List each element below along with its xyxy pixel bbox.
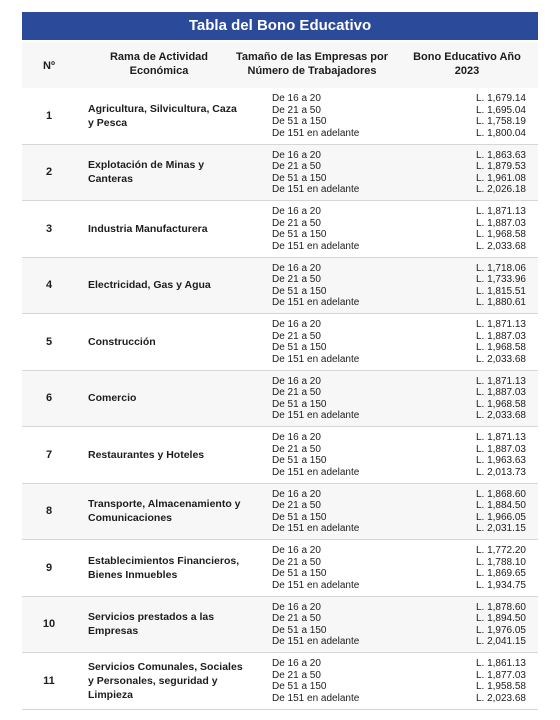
bono-cell: L. 1,963.63 (475, 455, 526, 467)
table-row (22, 427, 538, 484)
row-tamanos (272, 489, 402, 535)
row-number: 10 (42, 618, 56, 631)
tamano-cell: De 51 a 150 (272, 342, 327, 354)
bono-cell: L. 2,033.68 (475, 240, 526, 252)
row-rama: Agricultura, Silvicultura, Caza y Pesca (88, 102, 237, 129)
tamano-cell: De 16 a 20 (272, 601, 321, 613)
table-row (22, 145, 538, 202)
row-number: 11 (43, 674, 55, 687)
bono-cell: L. 1,871.13 (475, 206, 526, 217)
tamano-cell: De 21 a 50 (272, 669, 321, 681)
bono-cell: L. 1,961.08 (475, 172, 526, 184)
tamano-cell: De 51 a 150 (272, 229, 327, 241)
row-tamanos (272, 432, 402, 478)
row-rama: Restaurantes y Hoteles (88, 448, 205, 461)
bono-cell: L. 1,800.04 (475, 127, 526, 139)
tamano-cell: De 16 a 20 (272, 206, 321, 217)
bono-cell: L. 1,894.50 (475, 613, 526, 625)
tamano-cell: De 16 a 20 (272, 319, 321, 330)
bono-cell: L. 1,788.10 (475, 556, 526, 568)
table-row (22, 314, 538, 371)
row-rama: Construcción (88, 335, 156, 348)
tamano-cell: De 21 a 50 (272, 104, 321, 116)
bono-cell: L. 1,966.05 (475, 511, 526, 523)
tamano-cell: De 51 a 150 (272, 511, 327, 523)
row-bonos (402, 319, 526, 365)
row-number: 7 (45, 448, 53, 461)
tamano-cell: De 151 en adelante (272, 353, 360, 365)
tamano-cell: De 151 en adelante (272, 184, 360, 196)
header-rama: Rama de Actividad Económica (109, 51, 208, 77)
bono-cell: L. 2,013.73 (475, 466, 526, 478)
row-tamanos (272, 658, 402, 704)
row-bonos (402, 432, 526, 478)
bono-cell: L. 1,887.03 (475, 387, 526, 399)
row-rama: Servicios Comunales, Sociales y Personales, seguridad y Limpieza (88, 660, 243, 701)
tamano-cell: De 151 en adelante (272, 410, 360, 422)
tamano-cell: De 21 a 50 (272, 274, 321, 286)
bono-cell: L. 1,877.03 (475, 669, 526, 681)
table-row (22, 653, 538, 710)
tamano-cell: De 51 a 150 (272, 285, 327, 297)
bono-cell: L. 1,772.20 (475, 545, 526, 556)
bono-cell: L. 1,879.53 (475, 161, 526, 173)
row-number: 5 (45, 335, 53, 348)
bono-cell: L. 1,887.03 (475, 217, 526, 229)
bono-cell: L. 1,934.75 (475, 579, 526, 591)
tamano-cell: De 21 a 50 (272, 217, 321, 229)
tamano-cell: De 151 en adelante (272, 240, 360, 252)
bono-cell: L. 1,968.58 (475, 398, 526, 410)
row-tamanos (272, 93, 402, 139)
row-number: 3 (45, 222, 53, 235)
row-tamanos (272, 545, 402, 591)
row-bonos (402, 658, 526, 704)
row-rama: Industria Manufacturera (88, 222, 208, 235)
tamano-cell: De 151 en adelante (272, 579, 360, 591)
table-row (22, 88, 538, 145)
header-num: Nº (43, 60, 55, 72)
bono-cell: L. 2,041.15 (475, 636, 526, 648)
bono-cell: L. 1,869.65 (475, 568, 526, 580)
header-tamano: Tamaño de las Empresas por Número de Trabajadores (235, 51, 389, 77)
bono-cell: L. 1,958.58 (475, 681, 526, 693)
tamano-cell: De 16 a 20 (272, 488, 321, 500)
tamano-cell: De 51 a 150 (272, 624, 327, 636)
bono-cell: L. 1,758.19 (475, 116, 526, 128)
row-tamanos (272, 602, 402, 648)
bono-cell: L. 1,863.63 (475, 149, 526, 161)
table-row (22, 371, 538, 428)
table-row (22, 540, 538, 597)
bono-cell: L. 1,880.61 (475, 297, 526, 309)
row-bonos (402, 376, 526, 422)
tamano-cell: De 51 a 150 (272, 116, 327, 128)
tamano-cell: De 151 en adelante (272, 636, 360, 648)
table-title: Tabla del Bono Educativo (22, 12, 538, 40)
table-body (22, 88, 538, 710)
bono-cell: L. 1,884.50 (475, 500, 526, 512)
bono-cell: L. 1,868.60 (475, 488, 526, 500)
row-rama: Transporte, Almacenamiento y Comunicaciones (88, 498, 241, 525)
row-tamanos (272, 206, 402, 252)
tamano-cell: De 151 en adelante (272, 297, 360, 309)
tamano-cell: De 16 a 20 (272, 545, 321, 556)
bono-cell: L. 1,861.13 (475, 658, 526, 669)
bono-cell: L. 1,679.14 (475, 93, 526, 104)
tamano-cell: De 16 a 20 (272, 432, 321, 443)
tamano-cell: De 51 a 150 (272, 681, 327, 693)
bono-cell: L. 1,695.04 (475, 104, 526, 116)
row-number: 9 (45, 561, 53, 574)
row-tamanos (272, 376, 402, 422)
tamano-cell: De 151 en adelante (272, 523, 360, 535)
tamano-cell: De 51 a 150 (272, 398, 327, 410)
bono-cell: L. 2,033.68 (475, 353, 526, 365)
tamano-cell: De 21 a 50 (272, 556, 321, 568)
tamano-cell: De 21 a 50 (272, 161, 321, 173)
bono-cell: L. 1,733.96 (475, 274, 526, 286)
row-bonos (402, 602, 526, 648)
row-bonos (402, 150, 526, 196)
tamano-cell: De 151 en adelante (272, 127, 360, 139)
row-bonos (402, 489, 526, 535)
bono-cell: L. 1,871.13 (475, 319, 526, 330)
bono-cell: L. 1,976.05 (475, 624, 526, 636)
bono-cell: L. 1,718.06 (475, 262, 526, 274)
bono-cell: L. 1,815.51 (475, 285, 526, 297)
table-row (22, 201, 538, 258)
row-rama: Establecimientos Financieros, Bienes Inmuebles (88, 554, 240, 581)
row-number: 2 (45, 166, 53, 179)
tamano-cell: De 16 a 20 (272, 658, 321, 669)
row-tamanos (272, 150, 402, 196)
tamano-cell: De 51 a 150 (272, 455, 327, 467)
tamano-cell: De 21 a 50 (272, 613, 321, 625)
bono-cell: L. 2,023.68 (475, 692, 526, 704)
row-number: 6 (45, 392, 53, 405)
bono-cell: L. 1,871.13 (475, 375, 526, 387)
bono-cell: L. 2,033.68 (475, 410, 526, 422)
bono-cell: L. 2,031.15 (475, 523, 526, 535)
row-number: 1 (45, 109, 53, 122)
row-tamanos (272, 263, 402, 309)
header-bono: Bono Educativo Año 2023 (413, 51, 521, 77)
bono-cell: L. 1,878.60 (475, 601, 526, 613)
row-rama: Servicios prestados a las Empresas (88, 611, 215, 638)
row-number: 4 (45, 279, 53, 292)
bono-cell: L. 1,968.58 (475, 342, 526, 354)
tamano-cell: De 16 a 20 (272, 149, 321, 161)
row-rama: Explotación de Minas y Canteras (88, 159, 205, 186)
row-bonos (402, 545, 526, 591)
row-number: 8 (45, 505, 53, 518)
table-header (22, 42, 538, 88)
tamano-cell: De 16 a 20 (272, 93, 321, 104)
table-row (22, 484, 538, 541)
tamano-cell: De 51 a 150 (272, 568, 327, 580)
tamano-cell: De 16 a 20 (272, 262, 321, 274)
tamano-cell: De 21 a 50 (272, 500, 321, 512)
bono-cell: L. 1,887.03 (475, 330, 526, 342)
table-row (22, 258, 538, 315)
bono-cell: L. 1,871.13 (475, 432, 526, 443)
tamano-cell: De 151 en adelante (272, 692, 360, 704)
row-bonos (402, 206, 526, 252)
bono-cell: L. 2,026.18 (475, 184, 526, 196)
table-row (22, 597, 538, 654)
row-bonos (402, 263, 526, 309)
row-rama: Electricidad, Gas y Agua (88, 279, 211, 292)
row-bonos (402, 93, 526, 139)
tamano-cell: De 16 a 20 (272, 375, 321, 387)
tamano-cell: De 21 a 50 (272, 330, 321, 342)
tamano-cell: De 151 en adelante (272, 466, 360, 478)
tamano-cell: De 21 a 50 (272, 387, 321, 399)
row-rama: Comercio (88, 392, 137, 405)
tamano-cell: De 21 a 50 (272, 443, 321, 455)
bono-cell: L. 1,887.03 (475, 443, 526, 455)
row-tamanos (272, 319, 402, 365)
bono-cell: L. 1,968.58 (475, 229, 526, 241)
tamano-cell: De 51 a 150 (272, 172, 327, 184)
